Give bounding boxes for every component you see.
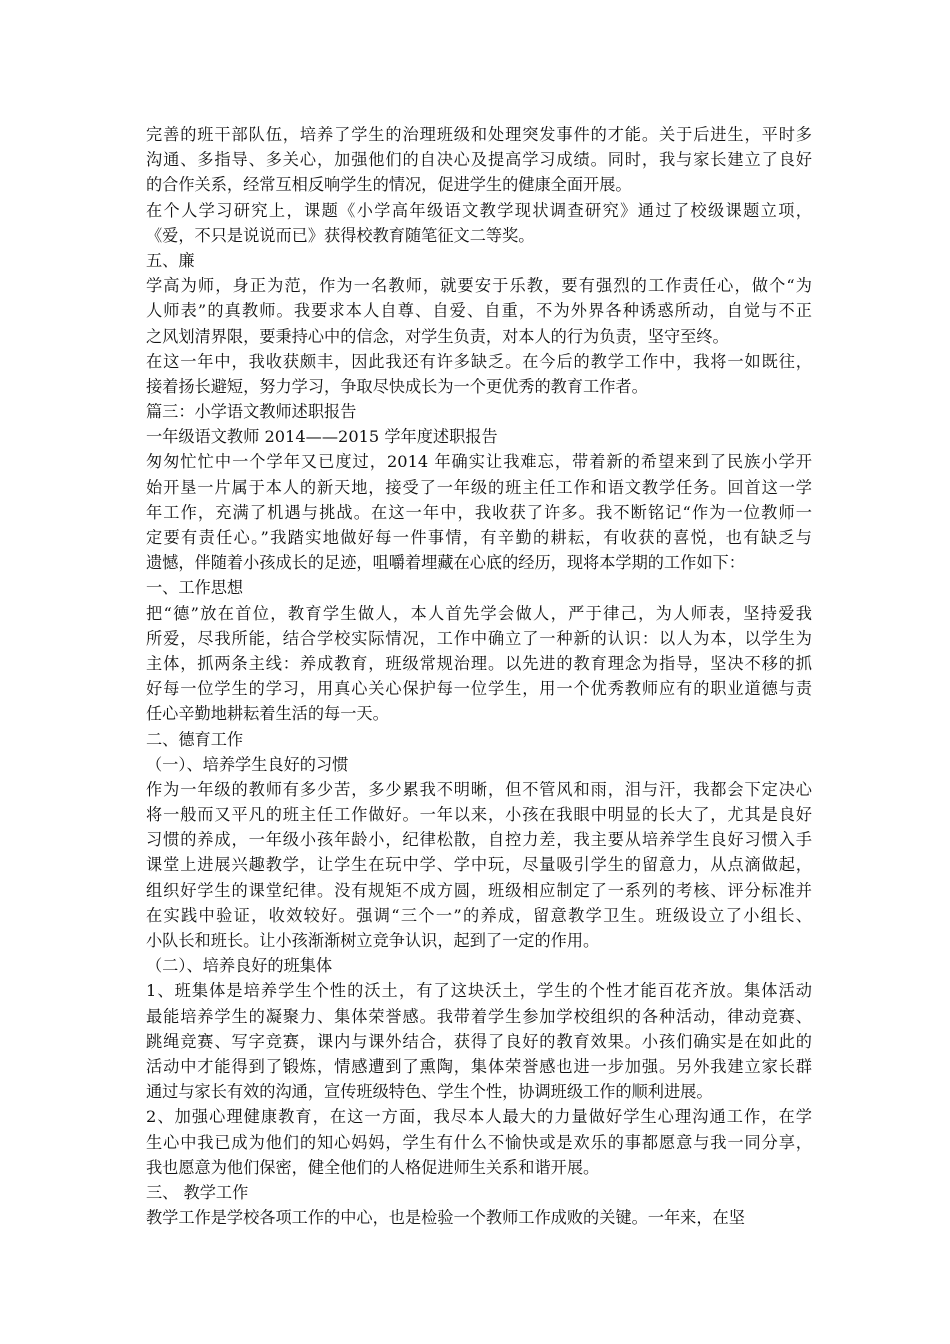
- text-line: 习惯的养成，一年级小孩年龄小，纪律松散，自控力差，我主要从培养学生良好习惯入手: [146, 830, 812, 850]
- section-heading: 二、德育工作: [146, 729, 244, 749]
- text-line: 主体，抓两条主线：养成教育，班级常规治理。以先进的教育理念为指导，坚决不移的抓: [146, 653, 812, 673]
- text-line: 把“德”放在首位，教育学生做人，本人首先学会做人，严于律己，为人师表，坚持爱我: [146, 603, 812, 623]
- text-line: 学高为师，身正为范，作为一名教师，就要安于乐教，要有强烈的工作责任心，做个“为: [146, 276, 812, 296]
- text-line: 在实践中验证，收效较好。强调“三个一”的养成，留意教学卫生。班级设立了小组长、: [146, 905, 812, 925]
- text-line: 年工作，充满了机遇与挑战。在这一年中，我收获了许多。我不断铭记“作为一位教师一: [146, 502, 812, 522]
- text-line: 完善的班干部队伍，培养了学生的治理班级和处理突发事件的才能。关于后进生，平时多: [146, 125, 812, 144]
- text-line: 在个人学习研究上，课题《小学高年级语文教学现状调查研究》通过了校级课题立项，: [146, 200, 812, 220]
- subsection-heading: （一）、培养学生良好的习惯: [146, 754, 349, 774]
- subsection-heading: （二）、培养良好的班集体: [146, 956, 333, 976]
- text-line: 小队长和班长。让小孩渐渐树立竞争认识，起到了一定的作用。: [146, 931, 600, 950]
- text-line: 教学工作是学校各项工作的中心，也是检验一个教师工作成败的关键。一年来，在坚: [146, 1208, 745, 1228]
- text-line: 任心辛勤地耕耘着生活的每一天。: [146, 704, 389, 724]
- text-line: 生心中我已成为他们的知心妈妈，学生有什么不愉快或是欢乐的事都愿意与我一同分享，: [146, 1132, 812, 1152]
- text-line: 在这一年中，我收获颇丰，因此我还有许多缺乏。在今后的教学工作中，我将一如既往，: [146, 351, 812, 371]
- text-line: 遗憾，伴随着小孩成长的足迹，咀嚼着埋藏在心底的经历，现将本学期的工作如下：: [146, 553, 745, 573]
- text-line: 通过与家长有效的沟通，宣传班级特色、学生个性，协调班级工作的顺利进展。: [146, 1082, 713, 1102]
- text-line: 始开垦一片属于本人的新天地，接受了一年级的班主任工作和语文教学任务。回首这一学: [146, 477, 812, 497]
- section-heading: 五、廉: [146, 250, 195, 270]
- text-line: 好每一位学生的学习，用真心关心保护每一位学生，用一个优秀教师应有的职业道德与责: [146, 679, 812, 699]
- text-line: 的合作关系，经常互相反响学生的情况，促进学生的健康全面开展。: [146, 175, 632, 195]
- text-line: 接着扬长避短，努力学习，争取尽快成长为一个更优秀的教育工作者。: [146, 376, 648, 396]
- text-line: 《爱，不只是说说而已》获得校教育随笔征文二等奖。: [146, 225, 535, 245]
- text-line: 最能培养学生的凝聚力、集体荣誉感。我带着学生参加学校组织的各种活动，律动竞赛、: [146, 1006, 812, 1026]
- document-body: [146, 122, 812, 1230]
- text-line: 作为一年级的教师有多少苦，多少累我不明晰，但不管风和雨，泪与汗，我都会下定决心: [146, 779, 812, 799]
- section-heading: 一、工作思想: [146, 578, 244, 598]
- text-line: 1、班集体是培养学生个性的沃土，有了这块沃土，学生的个性才能百花齐放。集体活动: [146, 981, 812, 1001]
- section-heading: 三、 教学工作: [146, 1182, 249, 1202]
- text-line: 将一般而又平凡的班主任工作做好。一年以来，小孩在我眼中明显的长大了，尤其是良好: [146, 805, 812, 825]
- text-line: 人师表”的真教师。我要求本人自尊、自爱、自重，不为外界各种诱惑所动，自觉与不正: [146, 301, 812, 321]
- text-line: 定要有责任心。”我踏实地做好每一件事情，有辛勤的耕耘，有收获的喜悦，也有缺乏与: [146, 528, 812, 547]
- text-line: 课堂上进展兴趣教学，让学生在玩中学、学中玩，尽量吸引学生的留意力，从点滴做起，: [146, 855, 812, 875]
- text-line: 我也愿意为他们保密，健全他们的人格促进师生关系和谐开展。: [146, 1157, 600, 1177]
- report-title: 一年级语文教师 2014——2015 学年度述职报告: [146, 427, 498, 447]
- text-line: 之风划清界限，要秉持心中的信念，对学生负责，对本人的行为负责，坚守至终。: [146, 326, 729, 346]
- text-line: 跳绳竞赛、写字竞赛，课内与课外结合，获得了良好的教育效果。小孩们确实是在如此的: [146, 1031, 812, 1051]
- text-line: 组织好学生的课堂纪律。没有规矩不成方圆，班级相应制定了一系列的考核、评分标准并: [146, 880, 812, 900]
- text-line: 活动中才能得到了锻炼，情感遭到了熏陶，集体荣誉感也进一步加强。另外我建立家长群: [146, 1056, 812, 1076]
- text-line: 2、加强心理健康教育，在这一方面，我尽本人最大的力量做好学生心理沟通工作，在学: [146, 1107, 812, 1127]
- text-line: 所爱，尽我所能，结合学校实际情况，工作中确立了一种新的认识：以人为本，以学生为: [146, 628, 812, 648]
- text-line: 匆匆忙忙中一个学年又已度过，2014 年确实让我难忘，带着新的希望来到了民族小学开: [146, 452, 812, 472]
- text-line: 沟通、多指导、多关心，加强他们的自决心及提高学习成绩。同时，我与家长建立了良好: [146, 150, 812, 170]
- chapter-heading: 篇三：小学语文教师述职报告: [146, 402, 357, 422]
